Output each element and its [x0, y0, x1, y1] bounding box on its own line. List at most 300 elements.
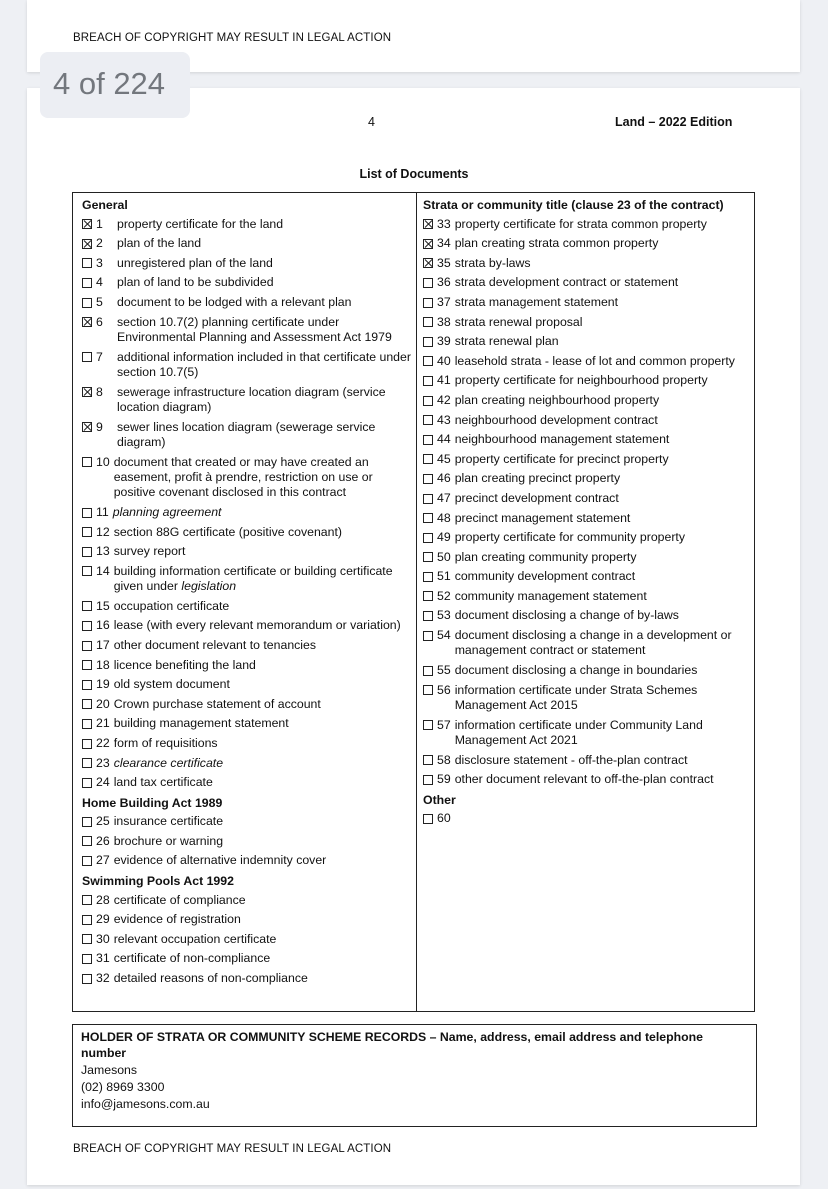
document-label — [455, 718, 748, 749]
document-number: 22 — [96, 735, 110, 750]
document-label — [117, 236, 412, 251]
unchecked-box-icon[interactable] — [423, 415, 433, 425]
document-label-text: building management statement — [113, 716, 289, 731]
document-label-text: relevant occupation certificate — [113, 931, 277, 946]
document-item — [82, 236, 412, 251]
document-label-text: building information certificate or building certificate given under — [113, 563, 393, 594]
document-label — [114, 697, 412, 712]
document-label — [114, 736, 412, 751]
document-label — [455, 511, 748, 526]
document-item — [423, 608, 748, 623]
document-item — [82, 834, 412, 849]
document-label-text: brochure or warning — [113, 833, 224, 848]
unchecked-box-icon[interactable] — [82, 601, 92, 611]
document-label-text: plan of the land — [117, 236, 202, 251]
document-item — [82, 971, 412, 986]
document-label-text: certificate of non-compliance — [113, 951, 271, 966]
document-label — [455, 413, 748, 428]
document-number: 7 — [96, 349, 103, 364]
document-item — [82, 217, 412, 232]
document-label-text: sewerage infrastructure location diagram (service location diagram) — [117, 384, 386, 414]
document-label — [114, 658, 412, 673]
document-label-text: property certificate for neighbourhood property — [454, 373, 708, 388]
document-number: 25 — [96, 814, 110, 829]
unchecked-box-icon[interactable] — [82, 699, 92, 709]
unchecked-box-icon[interactable] — [423, 494, 433, 504]
document-number: 19 — [96, 677, 110, 692]
document-item — [423, 315, 748, 330]
unchecked-box-icon[interactable] — [82, 974, 92, 984]
document-number: 11 — [96, 504, 109, 519]
document-label — [117, 420, 412, 451]
document-item — [423, 471, 748, 486]
document-item — [82, 315, 412, 346]
document-item — [82, 853, 412, 868]
document-label — [455, 683, 748, 714]
document-number: 4 — [96, 275, 103, 290]
document-label — [455, 354, 748, 369]
document-item — [423, 295, 748, 310]
right-column — [423, 197, 748, 831]
document-item — [423, 236, 748, 251]
document-item — [423, 217, 748, 232]
document-label — [114, 599, 412, 614]
document-label-text: licence benefiting the land — [113, 657, 256, 672]
unchecked-box-icon[interactable] — [82, 298, 92, 308]
document-item — [423, 663, 748, 678]
document-item — [82, 350, 412, 381]
checked-box-icon[interactable] — [82, 387, 92, 397]
document-number: 14 — [96, 563, 110, 578]
section-heading: Home Building Act 1989 — [82, 795, 223, 810]
document-number: 15 — [96, 598, 110, 613]
document-label — [114, 932, 412, 947]
document-item — [423, 811, 748, 826]
unchecked-box-icon[interactable] — [82, 621, 92, 631]
unchecked-box-icon[interactable] — [423, 685, 433, 695]
unchecked-box-icon[interactable] — [423, 533, 433, 543]
section-heading: Strata or community title (clause 23 of the contract) — [423, 198, 724, 212]
document-item — [82, 814, 412, 829]
document-label — [455, 432, 748, 447]
document-label — [455, 550, 748, 565]
document-label-text: old system document — [113, 677, 230, 692]
section-heading: General — [82, 198, 128, 212]
document-label-text: information certificate under Strata Schemes Management Act 2015 — [454, 682, 698, 713]
document-label — [455, 256, 748, 271]
document-label-text: property certificate for community property — [454, 530, 685, 545]
document-label — [114, 893, 412, 908]
document-item — [423, 753, 748, 768]
document-number: 58 — [437, 752, 451, 767]
document-item — [82, 420, 412, 451]
document-label-text: clearance certificate — [113, 755, 224, 770]
document-number: 44 — [437, 432, 451, 447]
document-label-text: document to be lodged with a relevant plan — [117, 294, 352, 309]
document-label — [114, 564, 412, 595]
document-label — [114, 638, 412, 653]
document-item — [82, 505, 412, 520]
document-label-text: document that created or may have created an easement, profit à prendre, restriction on use or positive covenant disclosed in this contract — [113, 454, 373, 500]
checked-box-icon[interactable] — [82, 422, 92, 432]
document-number: 46 — [437, 471, 451, 486]
checked-box-icon[interactable] — [82, 219, 92, 229]
document-label — [114, 951, 412, 966]
document-number: 29 — [96, 912, 110, 927]
unchecked-box-icon[interactable] — [423, 572, 433, 582]
unchecked-box-icon[interactable] — [82, 278, 92, 288]
unchecked-box-icon[interactable] — [423, 631, 433, 641]
document-label — [455, 471, 748, 486]
unchecked-box-icon[interactable] — [423, 396, 433, 406]
page-indicator — [40, 52, 190, 118]
document-label-text: sewer lines location diagram (sewerage service diagram) — [117, 419, 376, 449]
document-label — [114, 618, 412, 633]
holder-heading: HOLDER OF STRATA OR COMMUNITY SCHEME RECORDS – Name, address, email address and telephone number — [81, 1030, 704, 1060]
unchecked-box-icon[interactable] — [82, 836, 92, 846]
document-item — [423, 432, 748, 447]
document-label-text: additional information included in that certificate under section 10.7(5) — [117, 349, 411, 379]
document-number: 48 — [437, 510, 451, 525]
unchecked-box-icon[interactable] — [423, 356, 433, 366]
document-item — [82, 564, 412, 595]
unchecked-box-icon[interactable] — [82, 915, 92, 925]
document-label — [114, 912, 412, 927]
unchecked-box-icon[interactable] — [423, 474, 433, 484]
document-number: 49 — [437, 530, 451, 545]
document-label — [455, 628, 748, 659]
document-label — [455, 452, 748, 467]
document-label-text: community management statement — [454, 588, 647, 603]
document-label-text: plan of land to be subdivided — [117, 275, 274, 290]
document-number: 23 — [96, 755, 110, 770]
document-label — [114, 756, 412, 771]
document-label-text: survey report — [113, 544, 186, 559]
document-number: 17 — [96, 637, 110, 652]
document-label-text: insurance certificate — [113, 814, 224, 829]
document-label-text: property certificate for precinct property — [454, 451, 669, 466]
document-number: 34 — [437, 236, 451, 251]
unchecked-box-icon[interactable] — [82, 954, 92, 964]
document-label — [117, 295, 412, 310]
holder-phone: (02) 8969 3300 — [81, 1080, 165, 1094]
document-item — [423, 589, 748, 604]
document-number: 30 — [96, 931, 110, 946]
document-number: 45 — [437, 451, 451, 466]
unchecked-box-icon[interactable] — [423, 552, 433, 562]
unchecked-box-icon[interactable] — [423, 666, 433, 676]
document-label-text: certificate of compliance — [113, 892, 246, 907]
document-number: 56 — [437, 682, 451, 697]
document-number: 41 — [437, 373, 451, 388]
holder-box — [72, 1024, 757, 1127]
document-label-text: lease (with every relevant memorandum or variation) — [113, 618, 401, 633]
document-number: 52 — [437, 588, 451, 603]
document-label — [114, 544, 412, 559]
unchecked-box-icon[interactable] — [423, 317, 433, 327]
document-number: 42 — [437, 392, 451, 407]
unchecked-box-icon[interactable] — [423, 755, 433, 765]
unchecked-box-icon[interactable] — [82, 778, 92, 788]
document-label — [455, 569, 748, 584]
document-label-text: document disclosing a change in a development or management contract or statement — [454, 628, 732, 658]
document-item — [423, 393, 748, 408]
document-item — [82, 912, 412, 927]
document-item — [423, 772, 748, 787]
document-label-text: leasehold strata - lease of lot and common property — [454, 353, 735, 368]
document-item — [82, 716, 412, 731]
document-item — [423, 275, 748, 290]
document-number: 24 — [96, 775, 110, 790]
document-label — [455, 491, 748, 506]
unchecked-box-icon[interactable] — [82, 739, 92, 749]
document-label-text: section 10.7(2) planning certificate under Environmental Planning and Assessment Act 1979 — [117, 314, 392, 344]
document-label-text: precinct management statement — [454, 510, 631, 525]
unchecked-box-icon[interactable] — [82, 719, 92, 729]
document-label — [455, 530, 748, 545]
section-heading: Swimming Pools Act 1992 — [82, 874, 234, 889]
page-indicator-text: 4 of 224 — [53, 66, 166, 101]
document-label — [455, 373, 748, 388]
document-item — [82, 295, 412, 310]
document-label-text: unregistered plan of the land — [117, 255, 273, 270]
document-number: 39 — [437, 334, 451, 349]
document-number: 1 — [96, 216, 103, 231]
unchecked-box-icon[interactable] — [423, 611, 433, 621]
document-label — [114, 814, 412, 829]
document-label — [117, 256, 412, 271]
document-number: 59 — [437, 772, 451, 787]
unchecked-box-icon[interactable] — [423, 278, 433, 288]
document-item — [423, 491, 748, 506]
document-label-text: detailed reasons of non-compliance — [113, 971, 308, 986]
document-label-text: community development contract — [454, 569, 636, 584]
unchecked-box-icon[interactable] — [423, 814, 433, 824]
document-label-text: strata by-laws — [454, 255, 531, 270]
unchecked-box-icon[interactable] — [82, 660, 92, 670]
unchecked-box-icon[interactable] — [82, 934, 92, 944]
document-item — [82, 525, 412, 540]
document-item — [423, 718, 748, 749]
document-label-text: Crown purchase statement of account — [113, 696, 321, 711]
document-number: 13 — [96, 544, 110, 559]
document-number: 8 — [96, 384, 103, 399]
unchecked-box-icon[interactable] — [423, 513, 433, 523]
document-label-text: form of requisitions — [113, 735, 218, 750]
document-item — [423, 511, 748, 526]
unchecked-box-icon[interactable] — [82, 508, 92, 518]
document-number: 47 — [437, 490, 451, 505]
document-number: 10 — [96, 454, 110, 469]
unchecked-box-icon[interactable] — [82, 457, 92, 467]
document-label — [455, 753, 748, 768]
document-number: 36 — [437, 275, 451, 290]
unchecked-box-icon[interactable] — [423, 337, 433, 347]
document-label-text: document disclosing a change of by-laws — [454, 608, 679, 623]
document-number: 54 — [437, 628, 451, 643]
document-label-text: plan creating neighbourhood property — [454, 392, 660, 407]
document-number: 27 — [96, 853, 110, 868]
document-label — [455, 295, 748, 310]
document-label-text: information certificate under Community Land Management Act 2021 — [454, 717, 703, 748]
document-label-text: other document relevant to tenancies — [113, 637, 317, 652]
unchecked-box-icon[interactable] — [423, 591, 433, 601]
unchecked-box-icon[interactable] — [423, 435, 433, 445]
document-item — [82, 756, 412, 771]
checked-box-icon[interactable] — [82, 239, 92, 249]
document-label-text: precinct development contract — [454, 490, 619, 505]
document-item — [82, 932, 412, 947]
document-label-text: disclosure statement - off-the-plan contract — [454, 752, 688, 767]
document-label-text: plan creating precinct property — [454, 471, 621, 486]
document-label — [455, 589, 748, 604]
document-item — [82, 736, 412, 751]
section-heading: Other — [423, 792, 456, 807]
checked-box-icon[interactable] — [423, 258, 433, 268]
document-item — [423, 354, 748, 369]
document-number: 16 — [96, 618, 110, 633]
unchecked-box-icon[interactable] — [82, 258, 92, 268]
holder-email: info@jamesons.com.au — [81, 1097, 210, 1111]
document-item — [82, 658, 412, 673]
document-number: 2 — [96, 236, 103, 251]
unchecked-box-icon[interactable] — [82, 352, 92, 362]
document-number: 60 — [437, 811, 451, 826]
unchecked-box-icon[interactable] — [82, 566, 92, 576]
edition-label: Land – 2022 Edition — [615, 115, 733, 129]
document-item — [82, 951, 412, 966]
document-label-text: plan creating community property — [454, 549, 637, 564]
checked-box-icon[interactable] — [423, 219, 433, 229]
unchecked-box-icon[interactable] — [423, 298, 433, 308]
document-number: 9 — [96, 419, 103, 434]
document-label-text: strata renewal plan — [454, 334, 559, 349]
unchecked-box-icon[interactable] — [82, 641, 92, 651]
page-number: 4 — [368, 115, 375, 129]
document-label — [114, 716, 412, 731]
document-label — [455, 217, 748, 232]
document-label — [455, 334, 748, 349]
document-label — [114, 834, 412, 849]
unchecked-box-icon[interactable] — [423, 775, 433, 785]
document-number: 33 — [437, 216, 451, 231]
document-label-text: property certificate for the land — [117, 216, 284, 231]
document-number: 12 — [96, 524, 110, 539]
document-item — [82, 677, 412, 692]
document-number: 37 — [437, 294, 451, 309]
unchecked-box-icon[interactable] — [82, 895, 92, 905]
document-item — [82, 618, 412, 633]
document-item — [423, 569, 748, 584]
document-number: 38 — [437, 314, 451, 329]
document-item — [82, 893, 412, 908]
document-label — [455, 772, 748, 787]
document-item — [423, 550, 748, 565]
copyright-notice-bottom: BREACH OF COPYRIGHT MAY RESULT IN LEGAL ACTION — [73, 1143, 392, 1155]
list-title: List of Documents — [359, 167, 469, 181]
document-label-text: evidence of alternative indemnity cover — [113, 853, 327, 868]
document-label-text: strata development contract or statement — [454, 275, 679, 290]
document-label-text: document disclosing a change in boundaries — [454, 663, 698, 678]
document-number: 31 — [96, 951, 110, 966]
unchecked-box-icon[interactable] — [423, 454, 433, 464]
unchecked-box-icon[interactable] — [82, 856, 92, 866]
document-label-text: section 88G certificate (positive covenant) — [113, 524, 342, 539]
document-label-text: strata renewal proposal — [454, 314, 583, 329]
document-item — [423, 373, 748, 388]
column-divider — [416, 192, 417, 1012]
document-label — [455, 393, 748, 408]
document-label — [117, 385, 412, 416]
document-label — [113, 505, 412, 520]
document-number: 3 — [96, 255, 103, 270]
document-label — [117, 350, 412, 381]
document-number: 57 — [437, 717, 451, 732]
document-item — [423, 334, 748, 349]
document-label — [114, 853, 412, 868]
document-item — [423, 683, 748, 714]
document-label-text: strata management statement — [454, 294, 619, 309]
document-number: 53 — [437, 608, 451, 623]
checked-box-icon[interactable] — [423, 239, 433, 249]
document-label — [455, 663, 748, 678]
document-number: 55 — [437, 663, 451, 678]
document-label-text: neighbourhood development contract — [454, 412, 658, 427]
document-label-text: other document relevant to off-the-plan contract — [454, 772, 714, 787]
unchecked-box-icon[interactable] — [82, 547, 92, 557]
document-label — [114, 455, 412, 501]
document-number: 21 — [96, 716, 110, 731]
document-item — [82, 544, 412, 559]
document-label — [455, 236, 748, 251]
document-label — [117, 275, 412, 290]
document-number: 35 — [437, 255, 451, 270]
document-item — [82, 775, 412, 790]
unchecked-box-icon[interactable] — [423, 720, 433, 730]
document-item — [423, 413, 748, 428]
unchecked-box-icon[interactable] — [82, 527, 92, 537]
document-number: 32 — [96, 971, 110, 986]
unchecked-box-icon[interactable] — [82, 758, 92, 768]
unchecked-box-icon[interactable] — [82, 817, 92, 827]
document-number: 51 — [437, 569, 451, 584]
unchecked-box-icon[interactable] — [423, 376, 433, 386]
document-item — [82, 599, 412, 614]
document-label — [114, 525, 412, 540]
copyright-notice-top: BREACH OF COPYRIGHT MAY RESULT IN LEGAL ACTION — [73, 32, 392, 44]
document-number: 50 — [437, 549, 451, 564]
unchecked-box-icon[interactable] — [82, 680, 92, 690]
document-item — [423, 628, 748, 659]
document-label-italic: legislation — [181, 579, 237, 594]
document-item — [82, 275, 412, 290]
document-label — [455, 608, 748, 623]
document-item — [82, 697, 412, 712]
document-item — [423, 452, 748, 467]
document-label-text: occupation certificate — [113, 598, 230, 613]
document-label-text: evidence of registration — [113, 912, 241, 927]
document-label — [117, 315, 412, 346]
document-number: 28 — [96, 892, 110, 907]
document-item — [82, 638, 412, 653]
document-label — [114, 677, 412, 692]
document-label — [455, 275, 748, 290]
document-label-text: property certificate for strata common property — [454, 216, 707, 231]
document-label-text: land tax certificate — [113, 775, 213, 790]
checked-box-icon[interactable] — [82, 317, 92, 327]
document-item — [82, 256, 412, 271]
document-label-text: planning agreement — [112, 504, 222, 519]
